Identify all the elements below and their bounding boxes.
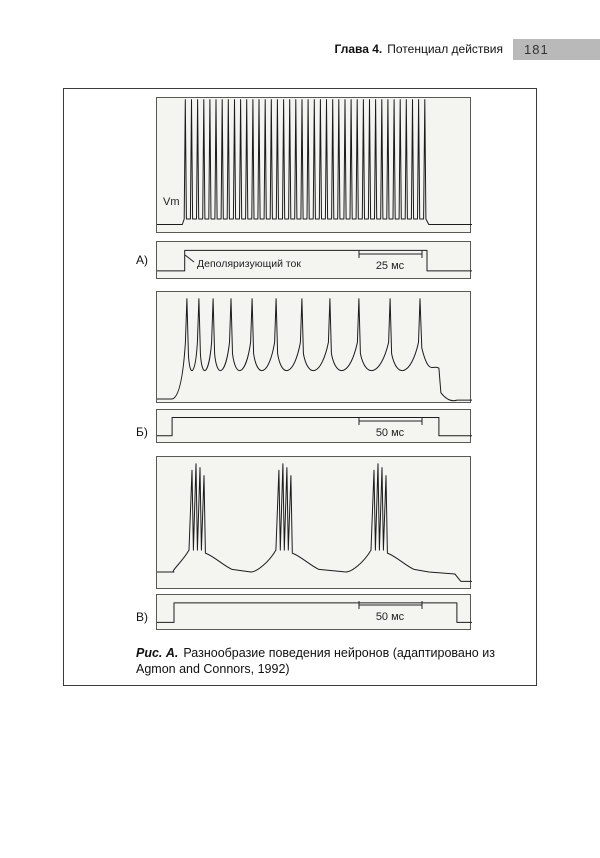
voltage-waveform-b-svg bbox=[157, 292, 472, 404]
figure-caption bbox=[136, 645, 538, 678]
scalebar-a bbox=[359, 250, 422, 272]
running-header bbox=[335, 42, 503, 56]
panel-v-voltage-trace bbox=[156, 456, 471, 589]
caption-text: Разнообразие поведения нейронов (адаптировано из bbox=[183, 646, 495, 660]
current-step-a-svg bbox=[157, 242, 472, 280]
panel-b-current-trace bbox=[156, 409, 471, 443]
panel-v-current-trace bbox=[156, 594, 471, 630]
scalebar-b-label: 50 мс bbox=[375, 427, 405, 439]
panel-a-label: А) bbox=[136, 253, 148, 267]
vm-label: Vm bbox=[163, 196, 180, 208]
caption-line2: Agmon and Connors, 1992) bbox=[136, 662, 290, 677]
current-label-pointer-line bbox=[185, 255, 194, 262]
panel-a-current-trace bbox=[156, 241, 471, 279]
page-number-band bbox=[513, 39, 600, 60]
scalebar-a-label: 25 мс bbox=[375, 260, 405, 272]
current-step-v-svg bbox=[157, 595, 472, 631]
panel-a-voltage-trace bbox=[156, 97, 471, 233]
current-step-v bbox=[157, 603, 472, 623]
chapter-label: Глава 4. bbox=[334, 42, 383, 56]
voltage-waveform-a bbox=[157, 100, 472, 225]
depolarizing-current-label: Деполяризующий ток bbox=[197, 258, 301, 270]
current-step-b bbox=[157, 418, 472, 436]
voltage-waveform-v bbox=[157, 464, 472, 582]
current-step-b-svg bbox=[157, 410, 472, 444]
scalebar-v-label: 50 мс bbox=[375, 611, 405, 623]
panel-b-label: Б) bbox=[136, 425, 148, 439]
chapter-title: Потенциал действия bbox=[387, 42, 503, 56]
scalebar-v bbox=[359, 601, 422, 623]
caption-prefix: Рис. А. bbox=[136, 646, 179, 660]
figure-frame bbox=[63, 88, 537, 686]
scalebar-b bbox=[359, 417, 422, 439]
page-number: 181 bbox=[524, 42, 549, 57]
voltage-waveform-b bbox=[157, 299, 472, 401]
panel-b-voltage-trace bbox=[156, 291, 471, 403]
voltage-waveform-v-svg bbox=[157, 457, 472, 590]
panel-v-label: В) bbox=[136, 610, 148, 624]
voltage-waveform-a-svg bbox=[157, 98, 472, 234]
